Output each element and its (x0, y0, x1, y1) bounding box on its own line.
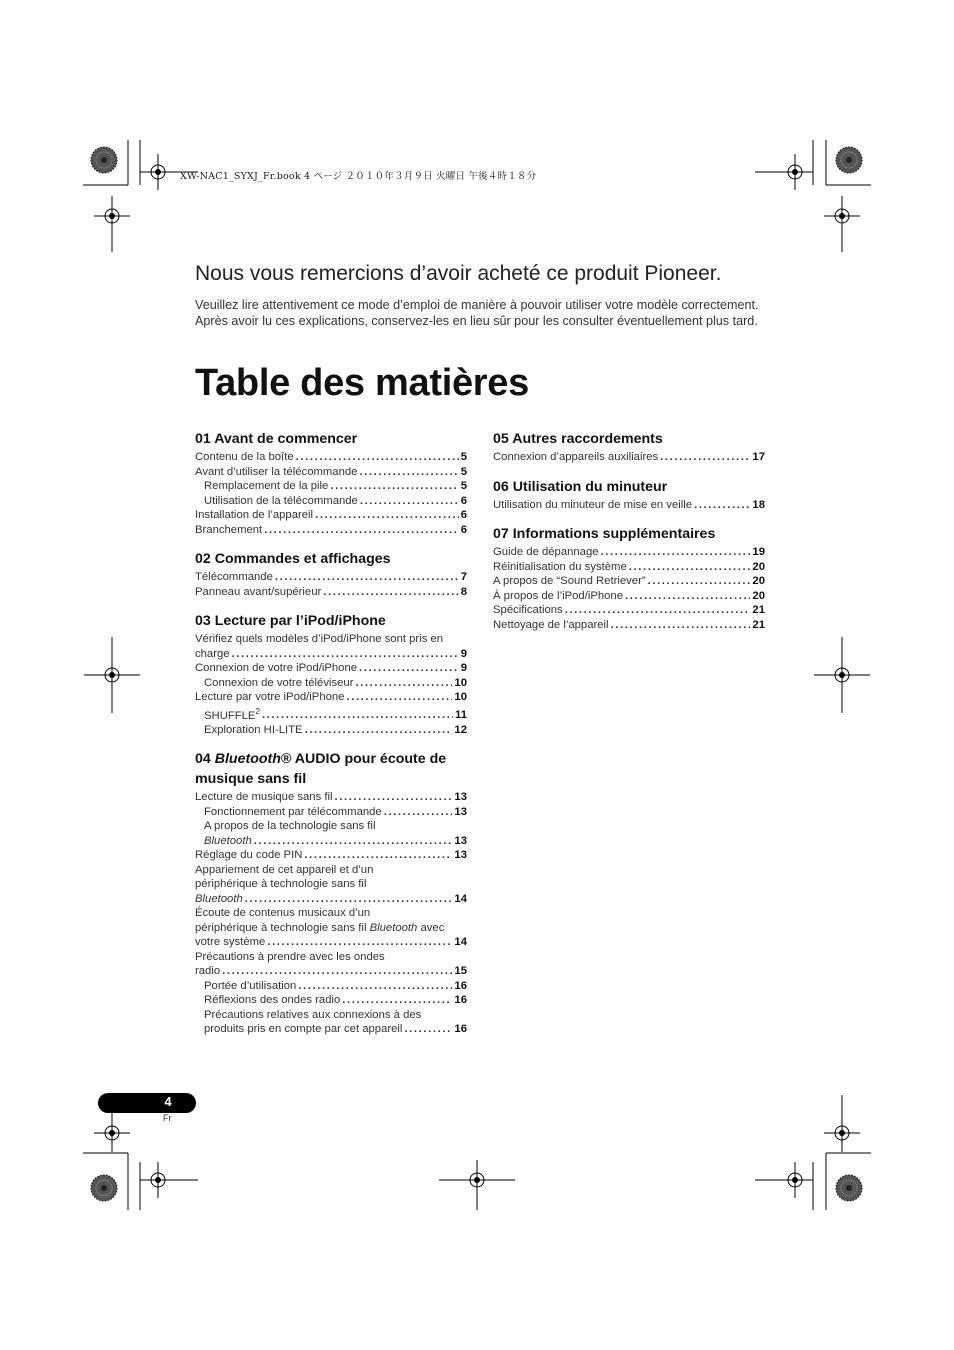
section-heading-part: 04 (195, 751, 215, 768)
leader-dots (232, 647, 459, 662)
entry-title: charge (195, 647, 230, 660)
page-ref: 10 (454, 676, 467, 689)
leader-dots (601, 545, 751, 560)
section-heading-03: 03 Lecture par l’iPod/iPhone (195, 613, 386, 629)
entry-title: Réflexions des ondes radio (204, 994, 341, 1007)
toc-entry[interactable] (195, 690, 467, 705)
toc-subentry[interactable] (195, 834, 467, 849)
entry-title: Exploration HI-LITE (204, 723, 303, 736)
section-heading-06: 06 Utilisation du minuteur (493, 478, 668, 495)
section-heading-07: 07 Informations supplémentaires (493, 526, 716, 542)
page-ref: 19 (752, 546, 765, 558)
leader-dots (335, 790, 453, 805)
entry-title: Nettoyage de l’appareil (493, 618, 609, 631)
entry-title: Spécifications (493, 604, 563, 616)
section-heading-01: 01 Avant de commencer (195, 431, 358, 447)
entry-title: Installation de l’appareil (195, 509, 314, 521)
toc-right-column (493, 429, 765, 632)
leader-dots (625, 589, 750, 604)
entry-title: Avant d’utiliser la télécommande (195, 465, 358, 478)
leader-dots (267, 935, 452, 950)
page-ref: 21 (752, 618, 765, 631)
leader-dots (384, 805, 453, 820)
page-number-tab (98, 1093, 196, 1113)
toc-entry[interactable] (493, 618, 765, 633)
leader-dots (222, 964, 452, 979)
section-heading-02: 02 Commandes et affichages (195, 551, 391, 567)
toc-subentry[interactable] (195, 494, 467, 509)
thanks-heading: Nous vous remercions d’avoir acheté ce produit Pioneer. (195, 262, 722, 285)
page-ref: 18 (752, 498, 765, 511)
page-ref: 9 (460, 647, 467, 660)
page-ref: 15 (454, 965, 467, 978)
entry-title: Télécommande (195, 571, 273, 583)
entry-title: À propos de l’iPod/iPhone (493, 589, 624, 602)
page-ref: 14 (454, 892, 467, 905)
entry-title: produits pris en compte par cet appareil (204, 1023, 403, 1036)
page-ref: 9 (460, 662, 467, 674)
leader-dots (360, 494, 459, 509)
toc-entry[interactable] (195, 523, 467, 538)
leader-dots (315, 508, 459, 523)
leader-dots (359, 465, 458, 480)
leader-dots (254, 834, 453, 849)
toc-subentry[interactable] (195, 1022, 467, 1037)
entry-title: votre système (195, 936, 266, 949)
leader-dots (694, 498, 750, 513)
page-ref: 13 (454, 791, 467, 804)
leader-dots (359, 661, 459, 676)
toc-entry[interactable] (195, 585, 467, 600)
entry-title: Panneau avant/supérieur (195, 585, 322, 598)
entry-title: Contenu de la boîte (195, 451, 294, 463)
language-code: Fr (163, 1113, 172, 1123)
leader-dots (262, 708, 453, 723)
leader-dots (648, 574, 751, 589)
toc-entry[interactable] (195, 892, 467, 907)
toc-subentry[interactable] (195, 805, 467, 820)
leader-dots (404, 1022, 452, 1037)
entry-title: Connexion d’appareils auxiliaires (493, 451, 659, 463)
page-ref: 11 (455, 709, 467, 722)
entry-title: Lecture de musique sans fil (195, 791, 333, 804)
toc-entry[interactable] (195, 647, 467, 662)
leader-dots (323, 585, 458, 600)
toc-subentry[interactable] (195, 979, 467, 994)
entry-title: Utilisation du minuteur de mise en veille (493, 498, 693, 511)
entry-title-line: Précautions à prendre avec les ondes (195, 950, 385, 963)
leader-dots (342, 993, 452, 1008)
entry-title: Guide de dépannage (493, 546, 599, 558)
toc-entry[interactable] (195, 661, 467, 676)
leader-dots (355, 676, 452, 691)
page-ref: 6 (460, 509, 467, 521)
page-ref: 16 (454, 979, 467, 992)
toc-entry[interactable] (493, 545, 765, 560)
page-ref: 5 (460, 451, 467, 463)
page-ref: 20 (752, 575, 765, 587)
section-heading-part: ® AUDIO pour écoute de musique sans fil (195, 751, 447, 788)
leader-dots (296, 450, 459, 465)
page-ref: 8 (460, 585, 467, 598)
page-ref: 5 (460, 465, 467, 478)
entry-title-line (195, 921, 467, 936)
toc-entry[interactable] (195, 790, 467, 805)
star-target-icon (91, 147, 117, 173)
section-heading-05: 05 Autres raccordements (493, 431, 663, 447)
entry-title-part: avec (417, 921, 445, 934)
entry-title: Lecture par votre iPod/iPhone (195, 691, 345, 703)
entry-title: Utilisation de la télécommande (204, 494, 358, 507)
page-ref: 7 (460, 571, 467, 583)
page-ref: 5 (460, 480, 467, 492)
toc-entry[interactable] (493, 498, 765, 513)
page-number: 4 (164, 1094, 172, 1109)
toc-entry[interactable] (195, 848, 467, 863)
toc-subentry[interactable] (195, 723, 467, 738)
leader-dots (660, 450, 750, 465)
toc-entry[interactable] (493, 603, 765, 618)
entry-title: Connexion de votre téléviseur (204, 676, 354, 689)
leader-dots (305, 723, 453, 738)
entry-title: Bluetooth (195, 892, 243, 905)
entry-title-part: Bluetooth (369, 921, 418, 934)
entry-title-line: périphérique à technologie sans fil (195, 878, 367, 891)
toc-entry[interactable] (195, 935, 467, 950)
leader-dots (298, 979, 452, 994)
leader-dots (611, 618, 751, 633)
entry-title-line: A propos de la technologie sans fil (204, 820, 376, 833)
page-ref: 13 (454, 805, 467, 818)
toc-subentry[interactable] (195, 479, 467, 494)
page-ref: 6 (460, 494, 467, 507)
leader-dots (565, 603, 751, 618)
page-ref: 10 (454, 691, 467, 703)
entry-title-line: Vérifiez quels modèles d’iPod/iPhone sont pris en (195, 633, 444, 645)
toc-entry[interactable] (195, 508, 467, 523)
toc-entry[interactable] (195, 570, 467, 585)
toc-entry[interactable] (195, 964, 467, 979)
entry-title-line: Appariement de cet appareil et d’un (195, 863, 374, 876)
entry-title: Fonctionnement par télécommande (204, 805, 382, 818)
entry-title: radio (195, 965, 221, 978)
toc-entry[interactable] (195, 450, 467, 465)
entry-title-line: Écoute de contenus musicaux d’un (195, 907, 371, 920)
entry-title: Portée d’utilisation (204, 979, 297, 992)
entry-title: Branchement (195, 523, 263, 536)
entry-title: Bluetooth (204, 834, 252, 847)
star-target-icon (836, 147, 862, 173)
entry-title: A propos de “Sound Retriever” (493, 575, 646, 587)
page-ref: 6 (460, 523, 467, 536)
entry-title: Réglage du code PIN (195, 849, 303, 862)
section-heading-part: Bluetooth (214, 751, 281, 768)
toc-subentry[interactable] (195, 676, 467, 691)
toc-entry[interactable] (195, 465, 467, 480)
leader-dots (346, 690, 452, 705)
entry-title-text: SHUFFLE (204, 709, 256, 722)
leader-dots (275, 570, 459, 585)
star-target-icon (91, 1175, 117, 1201)
leader-dots (330, 479, 458, 494)
leader-dots (264, 523, 459, 538)
page-title: Table des matières (195, 362, 529, 404)
toc-entry[interactable] (493, 589, 765, 604)
entry-title-part: périphérique à technologie sans fil (195, 921, 370, 934)
page-ref: 21 (752, 604, 765, 616)
leader-dots (304, 848, 452, 863)
page-ref: 20 (752, 560, 765, 573)
superscript: 2 (255, 706, 260, 716)
entry-title: Connexion de votre iPod/iPhone (195, 662, 358, 674)
toc-entry[interactable] (493, 450, 765, 465)
star-target-icon (836, 1175, 862, 1201)
page-ref: 12 (454, 723, 467, 736)
page-ref: 16 (454, 1023, 467, 1036)
page-ref: 20 (752, 589, 765, 602)
print-header-line: XW-NAC1_SYXJ_Fr.book 4 ページ ２０１０年３月９日 火曜日 午後４時１８分 (180, 171, 537, 182)
page-ref: 13 (454, 834, 467, 847)
page-ref: 17 (752, 451, 765, 463)
entry-title: Remplacement de la pile (204, 480, 329, 492)
section-heading-04 (195, 749, 467, 789)
page-ref: 14 (454, 936, 467, 949)
entry-title-line: Précautions relatives aux connexions à des (204, 1008, 422, 1021)
toc-left-column (195, 429, 467, 1037)
page-ref: 13 (454, 849, 467, 862)
entry-title (204, 705, 260, 723)
leader-dots (245, 892, 453, 907)
intro-paragraph: Veuillez lire attentivement ce mode d’emploi de manière à pouvoir utiliser votre modèle correctement. Après avoir lu ces explications, conservez-les en lieu sûr pour les consulter éventuellement plus tard. (195, 298, 759, 328)
toc-subentry[interactable] (195, 993, 467, 1008)
toc-entry[interactable] (493, 560, 765, 575)
leader-dots (629, 560, 751, 575)
entry-title: Réinitialisation du système (493, 560, 627, 573)
page-ref: 16 (454, 994, 467, 1007)
toc-entry[interactable] (493, 574, 765, 589)
toc-subentry[interactable] (195, 705, 467, 723)
